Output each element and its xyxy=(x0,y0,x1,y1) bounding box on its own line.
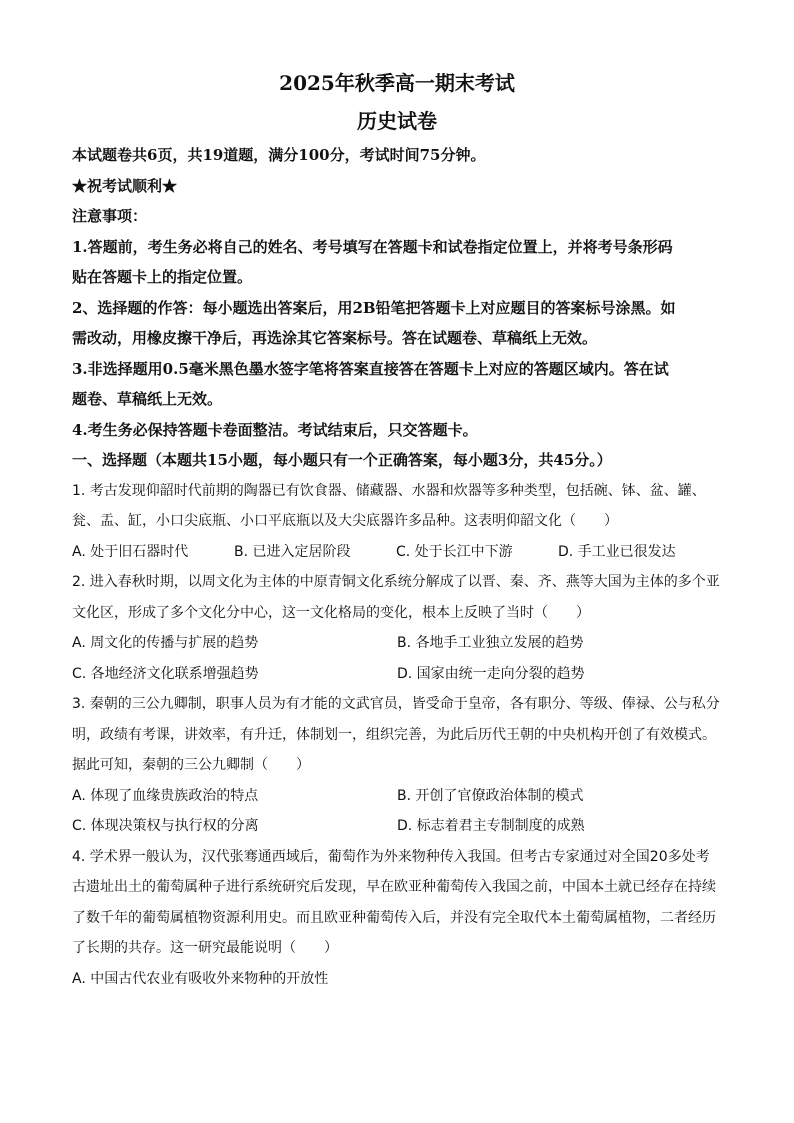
option-a: A. 体现了血缘贵族政治的特点 xyxy=(72,787,259,804)
exam-subject: 历史试卷 xyxy=(357,109,437,133)
question-text-line: 1. 考古发现仰韶时代前期的陶器已有饮食器、储藏器、水器和炊器等多种类型，包括碗、钵、盆、罐、 xyxy=(72,482,706,499)
option-c: C. 处于长江中下游 xyxy=(396,543,513,560)
options-row xyxy=(72,537,722,568)
option-b: B. 各地手工业独立发展的趋势 xyxy=(397,635,584,651)
question-1 xyxy=(72,476,722,568)
question-text-line: 明，政绩有考课，讲效率，有升迁，体制划一，组织完善，为此后历代王朝的中央机构开创了有效模式。 xyxy=(72,726,716,743)
options-row xyxy=(72,811,722,842)
option-d: D. 国家由统一走向分裂的趋势 xyxy=(397,665,585,682)
question-text-line: 了数千年的葡萄属植物资源利用史。而且欧亚种葡萄传入后，并没有完全取代本土葡萄属植物，二者经历 xyxy=(72,909,716,926)
question-text-line: 瓮、盂、缸，小口尖底瓶、小口平底瓶以及大尖底器许多品种。这表明仰韶文化（ ） xyxy=(72,513,618,529)
note-line: 2、选择题的作答：每小题选出答案后，用2B铅笔把答题卡上对应题目的答案标号涂黑。如 xyxy=(72,298,676,317)
option-c: C. 各地经济文化联系增强趋势 xyxy=(72,665,259,682)
option-a: A. 处于旧石器时代 xyxy=(72,543,189,560)
options-row xyxy=(72,964,722,995)
note-line: 1.答题前，考生务必将自己的姓名、考号填写在答题卡和试卷指定位置上，并将考号条形码 xyxy=(72,237,673,256)
question-4 xyxy=(72,842,722,995)
question-text-line: 据此可知，秦朝的三公九卿制（ ） xyxy=(72,757,310,773)
question-text-line: 2. 进入春秋时期，以周文化为主体的中原青铜文化系统分解成了以晋、秦、齐、燕等大国为主体的多个亚 xyxy=(72,574,720,590)
note-line: 题卷、草稿纸上无效。 xyxy=(72,390,223,408)
note-line: 4.考生务必保持答题卡卷面整洁。考试结束后，只交答题卡。 xyxy=(72,420,478,439)
notes-title: 注意事项： xyxy=(72,207,148,225)
exam-wish: ★祝考试顺利★ xyxy=(72,176,178,195)
exam-page xyxy=(72,70,722,994)
option-a: A. 中国古代农业有吸收外来物种的开放性 xyxy=(72,970,329,987)
option-b: B. 开创了官僚政治体制的模式 xyxy=(397,787,584,804)
option-d: D. 标志着君主专制制度的成熟 xyxy=(397,818,585,834)
question-text-line: 古遗址出土的葡萄属种子进行系统研究后发现，早在欧亚种葡萄传入我国之前，中国本土就已经存在持续 xyxy=(72,879,716,895)
question-text-line: 4. 学术界一般认为，汉代张骞通西域后，葡萄作为外来物种传入我国。但考古专家通过对全国20多处考 xyxy=(72,848,710,865)
option-a: A. 周文化的传播与扩展的趋势 xyxy=(72,635,259,651)
exam-title: 2025年秋季高一期末考试 xyxy=(279,71,515,95)
options-row xyxy=(72,659,722,690)
note-line: 需改动，用橡皮擦干净后，再选涂其它答案标号。答在试题卷、草稿纸上无效。 xyxy=(72,329,598,347)
option-d: D. 手工业已很发达 xyxy=(558,543,676,560)
options-row xyxy=(72,781,722,812)
exam-summary: 本试题卷共6页，共19道题，满分100分，考试时间75分钟。 xyxy=(72,146,486,164)
note-line: 贴在答题卡上的指定位置。 xyxy=(72,268,253,286)
section-heading: 一、选择题（本题共15小题，每小题只有一个正确答案，每小题3分，共45分。） xyxy=(72,451,612,469)
option-c: C. 体现决策权与执行权的分离 xyxy=(72,818,259,834)
note-line: 3.非选择题用0.5毫米黑色墨水签字笔将答案直接答在答题卡上对应的答题区域内。答在试 xyxy=(72,359,669,378)
question-text-line: 了长期的共存。这一研究最能说明（ ） xyxy=(72,940,338,956)
question-3 xyxy=(72,689,722,842)
question-text-line: 文化区，形成了多个文化分中心，这一文化格局的变化，根本上反映了当时（ ） xyxy=(72,604,590,621)
options-row xyxy=(72,628,722,659)
option-b: B. 已进入定居阶段 xyxy=(234,543,351,560)
question-2 xyxy=(72,567,722,689)
question-text-line: 3. 秦朝的三公九卿制，职事人员为有才能的文武官员，皆受命于皇帝，各有职分、等级、俸禄、公与私分 xyxy=(72,696,720,712)
